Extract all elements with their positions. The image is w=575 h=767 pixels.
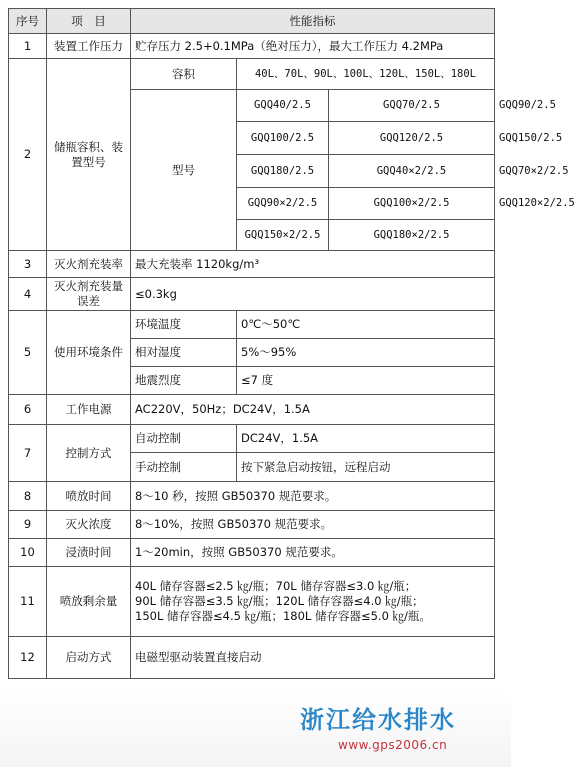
header-item: 项 目: [47, 9, 131, 34]
row-spec: 1～20min，按照 GB50370 规范要求。: [131, 539, 495, 567]
row-no: 7: [9, 425, 47, 482]
table-row: [9, 311, 495, 339]
row-no: 4: [9, 278, 47, 311]
row-item: 启动方式: [47, 637, 131, 679]
sub-value: 按下紧急启动按钮，远程启动: [237, 453, 495, 482]
model-row: 型号 GQQ40/2.5 GQQ70/2.5 GQQ90/2.5: [9, 90, 495, 122]
row-spec: 最大充装率 1120kg/m³: [131, 251, 495, 278]
sub-value: 0℃～50℃: [237, 311, 495, 339]
header-row: [9, 9, 495, 34]
table-row: [9, 278, 495, 311]
table-row: [9, 425, 495, 453]
row-no: 12: [9, 637, 47, 679]
table-row: [9, 482, 495, 511]
sub-value: DC24V，1.5A: [237, 425, 495, 453]
table-row: [9, 539, 495, 567]
sub-label: 环境温度: [131, 311, 237, 339]
sub-label: 相对湿度: [131, 339, 237, 367]
row-no: 9: [9, 511, 47, 539]
row-no: 2: [9, 59, 47, 251]
row-no: 11: [9, 567, 47, 637]
watermark-name: 浙江给水排水: [300, 705, 456, 734]
table-row: [9, 567, 495, 637]
sub-label: 手动控制: [131, 453, 237, 482]
model-cell: GQQ40/2.5: [237, 90, 329, 122]
spec-table: [8, 8, 575, 679]
row-item: 浸渍时间: [47, 539, 131, 567]
row-item: 工作电源: [47, 395, 131, 425]
table-row: [9, 395, 495, 425]
row-no: 3: [9, 251, 47, 278]
row-spec: 8～10 秒，按照 GB50370 规范要求。: [131, 482, 495, 511]
row-spec: ≤0.3kg: [131, 278, 495, 311]
row-no: 8: [9, 482, 47, 511]
row-item: 使用环境条件: [47, 311, 131, 395]
row-item: 灭火剂充装量误差: [47, 278, 131, 311]
table-row: [9, 59, 495, 90]
row-no: 6: [9, 395, 47, 425]
table-row: [9, 34, 495, 59]
model-cell: GQQ100×2/2.5: [329, 188, 495, 220]
row-item: 控制方式: [47, 425, 131, 482]
row-item: 灭火剂充装率: [47, 251, 131, 278]
model-cell: GQQ120/2.5: [329, 122, 495, 155]
sub-label: 地震烈度: [131, 367, 237, 395]
sub-value: 5%～95%: [237, 339, 495, 367]
row-spec: 贮存压力 2.5+0.1MPa（绝对压力），最大工作压力 4.2MPa: [131, 34, 495, 59]
model-label: 型号: [131, 90, 237, 251]
watermark-url: www.gps2006.cn: [338, 738, 448, 752]
model-cell: GQQ150×2/2.5: [237, 220, 329, 251]
row-spec: AC220V，50Hz；DC24V，1.5A: [131, 395, 495, 425]
volume-value: 40L、70L、90L、100L、120L、150L、180L: [237, 59, 495, 90]
model-row: GQQ180/2.5 GQQ40×2/2.5 GQQ70×2/2.5: [9, 155, 495, 188]
row-spec: 电磁型驱动装置直接启动: [131, 637, 495, 679]
row-item: 装置工作压力: [47, 34, 131, 59]
residual-line: 150L 储存容器≤4.5 ㎏/瓶；180L 储存容器≤5.0 ㎏/瓶。: [135, 609, 431, 623]
model-cell: GQQ70/2.5: [329, 90, 495, 122]
table-row: [9, 511, 495, 539]
model-row: GQQ90×2/2.5 GQQ100×2/2.5 GQQ120×2/2.5: [9, 188, 495, 220]
residual-lines: [131, 567, 495, 637]
volume-label: 容积: [131, 59, 237, 90]
row-no: 5: [9, 311, 47, 395]
row-item: 喷放时间: [47, 482, 131, 511]
row-no: 10: [9, 539, 47, 567]
header-spec: 性能指标: [131, 9, 495, 34]
model-cell: GQQ90×2/2.5: [237, 188, 329, 220]
row-no: 1: [9, 34, 47, 59]
sub-label: 自动控制: [131, 425, 237, 453]
header-no: 序号: [9, 9, 47, 34]
model-cell: GQQ180/2.5: [237, 155, 329, 188]
model-cell: GQQ100/2.5: [237, 122, 329, 155]
row-spec: 8～10%，按照 GB50370 规范要求。: [131, 511, 495, 539]
model-cell: GQQ180×2/2.5: [329, 220, 495, 251]
sub-value: ≤7 度: [237, 367, 495, 395]
residual-line: 90L 储存容器≤3.5 ㎏/瓶；120L 储存容器≤4.0 ㎏/瓶；: [135, 594, 424, 608]
residual-line: 40L 储存容器≤2.5 ㎏/瓶；70L 储存容器≤3.0 ㎏/瓶；: [135, 579, 417, 593]
row-item: 喷放剩余量: [47, 567, 131, 637]
table-row: [9, 251, 495, 278]
row-item: 灭火浓度: [47, 511, 131, 539]
model-cell: GQQ40×2/2.5: [329, 155, 495, 188]
table-row: [9, 637, 495, 679]
model-row: GQQ100/2.5 GQQ120/2.5 GQQ150/2.5: [9, 122, 495, 155]
row-item: 储瓶容积、装置型号: [47, 59, 131, 251]
